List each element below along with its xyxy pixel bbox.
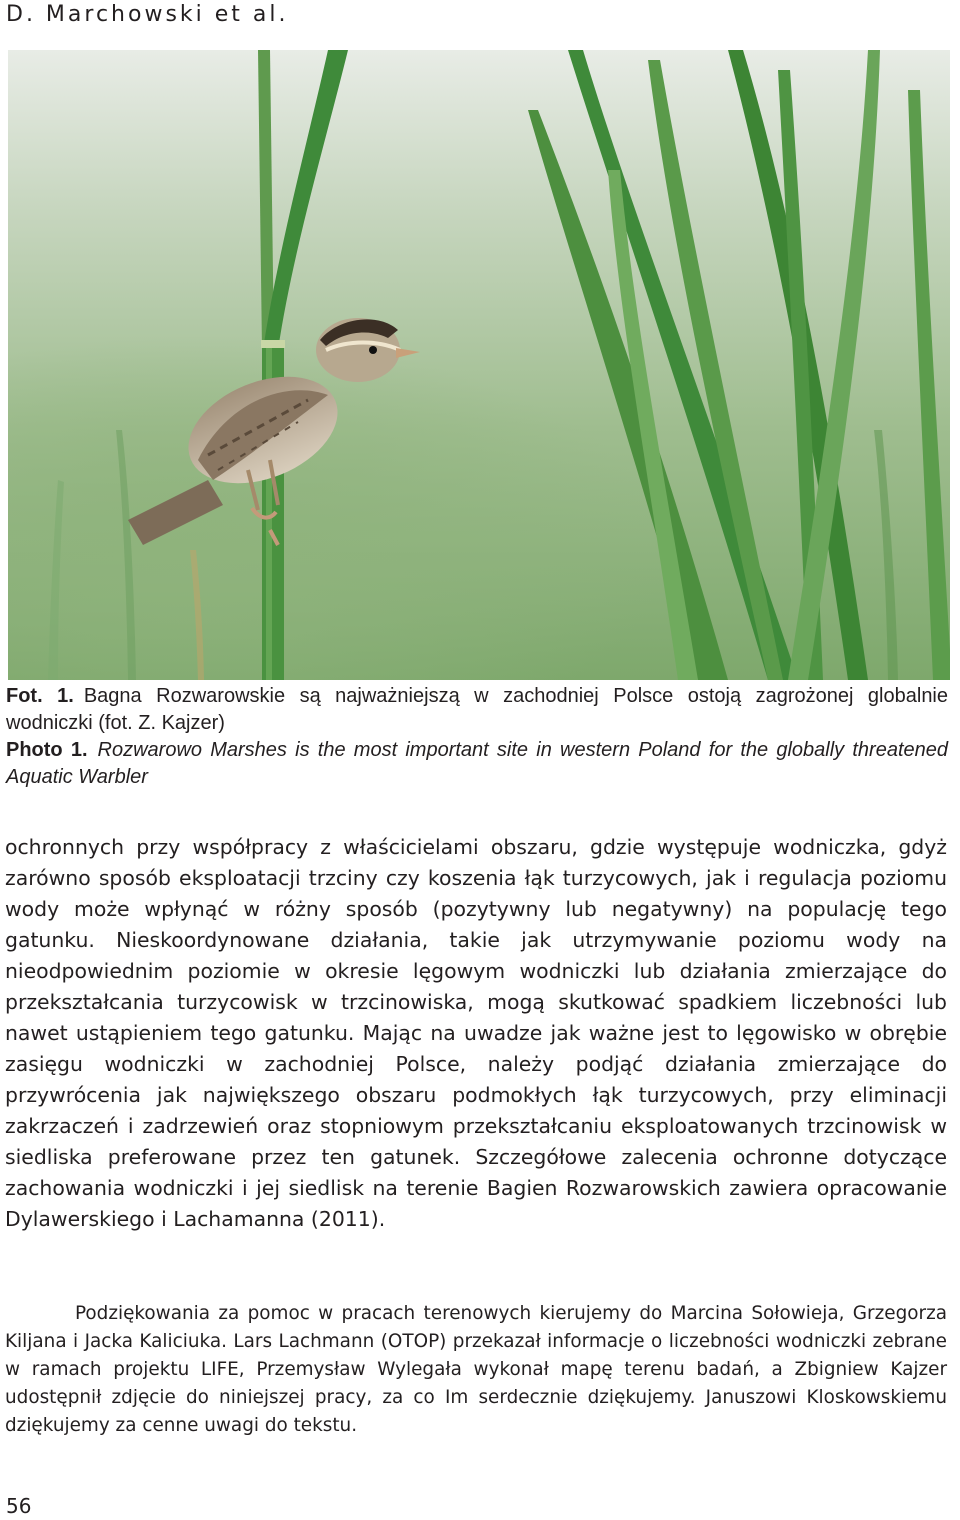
page-number: 56 <box>6 1494 32 1518</box>
body-paragraph: ochronnych przy współpracy z właścicielami obszaru, gdzie występuje wodniczka, gdyż zarówno sposób eksploatacji trzciny czy koszenia łąk turzycowych, jak i regulacja poziomu wody może wpłynąć w różny sposób (pozytywny lub negatywny) na populację tego gatunku. Nieskoordynowane działania, takie jak utrzymywanie poziomu wody na nieodpowiednim poziomie w okresie lęgowym wodniczki lub działania zmierzające do przekształcania turzycowisk w trzcinowiska, mogą skutkować spadkiem liczebności lub nawet ustąpieniem tego gatunku. Mając na uwadze jak ważne jest to lęgowisko w obrębie zasięgu wodniczki w zachodniej Polsce, należy podjąć działania zmierzające do przywrócenia jak największego obszaru podmokłych łąk turzycowych, przy eliminacji zakrzaczeń i zadrzewień oraz stopniowym przekształcaniu eksploatowanych trzcinowisk w siedliska preferowane przez ten gatunek. Szczegółowe zalecenia ochronne dotyczące zachowania wodniczki i jej siedlisk na terenie Bagien Rozwarowskich zawiera opracowanie Dylawerskiego i Lachamanna (2011). <box>5 835 947 1231</box>
figure-photo <box>8 50 950 680</box>
caption-label-polish: Fot. 1. <box>6 685 74 707</box>
bird-photo-illustration <box>8 50 950 680</box>
figure-caption-polish <box>6 683 948 737</box>
running-head: D. Marchowski et al. <box>6 2 289 27</box>
caption-text-english: Rozwarowo Marshes is the most important site in western Poland for the globally threatened Aquatic Warbler <box>6 739 948 788</box>
caption-label-english: Photo 1. <box>6 739 88 761</box>
acknowledgements-paragraph: Podziękowania za pomoc w pracach terenowych kierujemy do Marcina Sołowieja, Grzegorza Kiljana i Jacka Kaliciuka. Lars Lachmann (OTOP) przekazał informacje o liczebności wodniczki zebrane w ramach projektu LIFE, Przemysław Wylegała wykonał mapę terenu badań, a Zbigniew Kajzer udostępnił zdjęcie do niniejszej pracy, za co Im serdecznie dziękujemy. Januszowi Kloskowskiemu dziękujemy za cenne uwagi do tekstu. <box>5 1303 947 1436</box>
caption-text-polish: Bagna Rozwarowskie są najważniejszą w zachodniej Polsce ostoją zagrożonej globalnie wodniczki (fot. Z. Kajzer) <box>6 685 949 734</box>
figure-caption-english <box>6 737 948 791</box>
